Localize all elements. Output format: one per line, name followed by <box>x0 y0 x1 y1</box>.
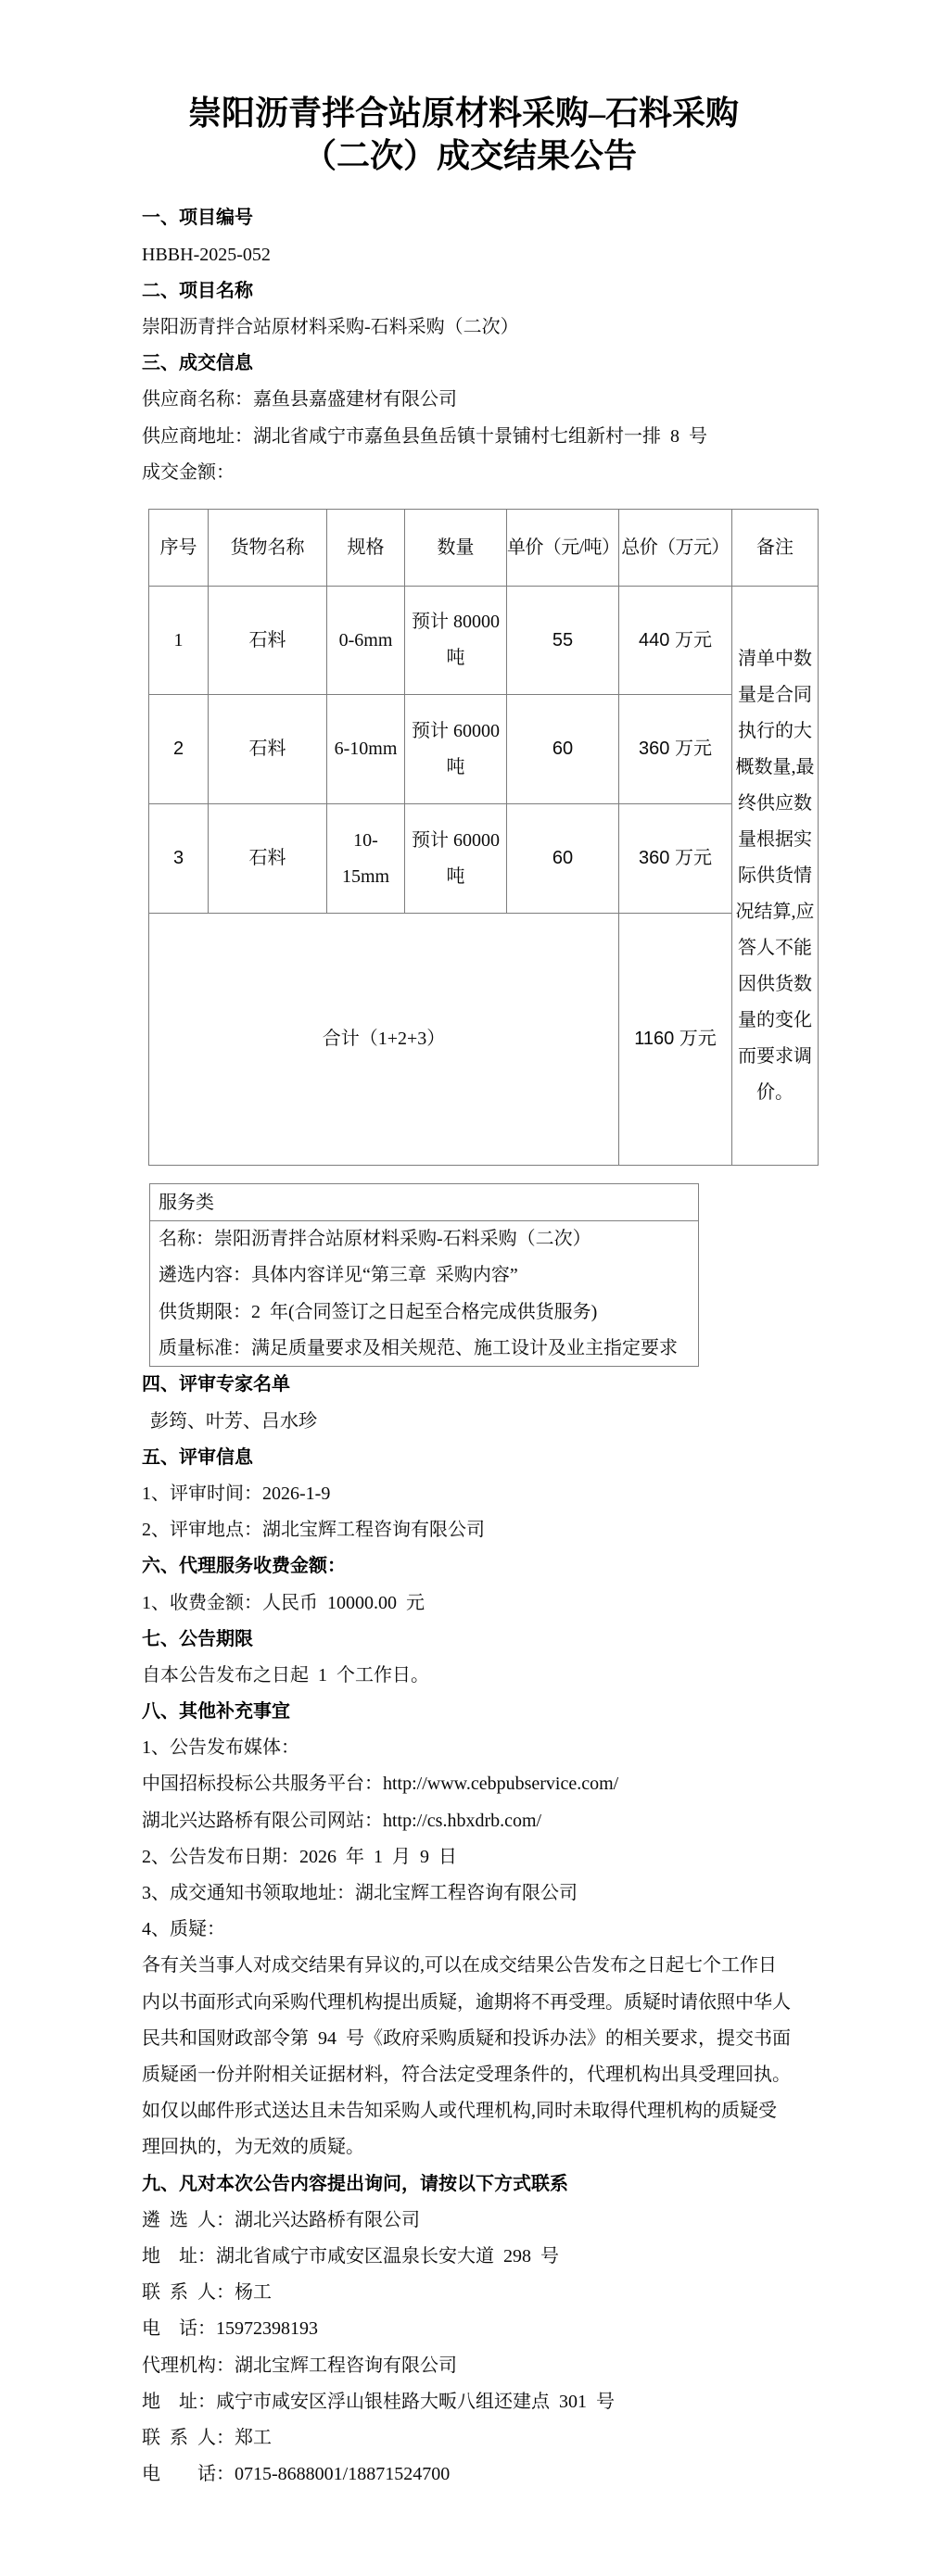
deal-amount-label: 成交金额： <box>142 461 235 483</box>
review-place-value: 湖北宝辉工程咨询有限公司 <box>262 1520 485 1541</box>
agency-contact-line <box>142 2420 828 2456</box>
publish-date-line <box>142 1839 828 1875</box>
purchaser-contact: 杨工 <box>235 2282 272 2304</box>
detail-sections <box>142 1367 828 2493</box>
review-place-label: 2、评审地点： <box>142 1520 262 1541</box>
section-heading-project-name: 二、项目名称 <box>142 280 253 301</box>
total-label: 合计（1+2+3） <box>149 914 619 1166</box>
agency-name-line <box>142 2348 828 2384</box>
row-qty: 预计 60000 吨 <box>405 695 507 804</box>
service-item-value: 崇阳沥青拌合站原材料采购-石料采购（二次） <box>214 1229 591 1249</box>
supplier-address-label: 供应商地址： <box>142 425 253 447</box>
review-time-line <box>142 1476 828 1512</box>
header-name: 货物名称 <box>209 510 327 587</box>
section-heading-project-number: 一、项目编号 <box>142 208 253 229</box>
objection-paragraph: 各有关当事人对成交结果有异议的,可以在成交结果公告发布之日起七个工作日 内以书面形式向采购代理机构提出质疑，逾期将不再受理。质疑时请依照中华人 民共和国财政部令第 94 号《政府采购质疑和投诉办法》的相关要求，提交书面 质疑函一份并附相关证据材料，符合法定受理条件的，代理机构出具受理回执。 如仅以邮件形式送达且未告知采购人或代理机构,同时未取得代理机构的质疑受 理回执的，为无效的质疑。 <box>142 1955 791 2158</box>
row-unit-price: 55 <box>507 587 619 695</box>
table-total-row <box>149 914 819 1166</box>
section-heading-other-matters: 八、其他补充事宜 <box>142 1701 290 1723</box>
remark-cell: 清单中数 量是合同 执行的大 概数量,最 终供应数 量根据实 际供货情 况结算,应 答人不能 因供货数 量的变化 而要求调 价。 <box>732 587 819 1166</box>
section-heading-agency-fee: 六、代理服务收费金额： <box>142 1556 346 1577</box>
header-total-price: 总价（万元） <box>619 510 732 587</box>
section-heading-deal-info: 三、成交信息 <box>142 353 253 374</box>
header-spec: 规格 <box>327 510 405 587</box>
service-item-name <box>150 1221 698 1257</box>
project-name: 崇阳沥青拌合站原材料采购-石料采购（二次） <box>142 316 519 337</box>
agency-contact: 郑工 <box>235 2427 272 2448</box>
purchaser-phone-label: 电 话： <box>142 2318 216 2340</box>
notice-period-text: 自本公告发布之日起 1 个工作日。 <box>142 1664 429 1686</box>
row-qty: 预计 60000 吨 <box>405 804 507 914</box>
agency-phone-label: 电 话： <box>142 2464 235 2485</box>
section-heading-contact: 九、凡对本次公告内容提出询问，请按以下方式联系 <box>142 2173 568 2194</box>
supplier-name-label: 供应商名称： <box>142 389 253 410</box>
agency-address-label: 地 址： <box>142 2391 216 2412</box>
row-name: 石料 <box>209 587 327 695</box>
purchaser-name-line <box>142 2203 828 2239</box>
service-box-heading: 服务类 <box>150 1184 698 1221</box>
agency-phone-line <box>142 2456 828 2493</box>
agency-address-line <box>142 2384 828 2420</box>
review-time-label: 1、评审时间： <box>142 1483 262 1504</box>
media-label: 湖北兴达路桥有限公司网站： <box>142 1810 383 1831</box>
header-unit-price: 单价（元/吨） <box>507 510 619 587</box>
supplier-name-line <box>142 382 828 418</box>
publish-media-label: 1、公告发布媒体： <box>142 1737 299 1759</box>
notice-pickup-value: 湖北宝辉工程咨询有限公司 <box>355 1883 578 1904</box>
section-heading-review-info: 五、评审信息 <box>142 1446 253 1468</box>
section-heading-experts: 四、评审专家名单 <box>142 1374 290 1395</box>
row-unit-price: 60 <box>507 695 619 804</box>
fee-label: 1、收费金额： <box>142 1592 262 1613</box>
expert-list: 彭筠、叶芳、吕水珍 <box>150 1410 317 1432</box>
purchaser-address: 湖北省咸宁市咸安区温泉长安大道 298 号 <box>216 2245 559 2267</box>
media-label: 中国招标投标公共服务平台： <box>142 1774 383 1795</box>
purchaser-address-label: 地 址： <box>142 2245 216 2267</box>
notice-pickup-label: 3、成交通知书领取地址： <box>142 1883 355 1904</box>
total-value: 1160 万元 <box>619 914 732 1166</box>
service-item-label: 遴选内容： <box>159 1265 251 1286</box>
agency-contact-label: 联 系 人： <box>142 2427 235 2448</box>
purchaser-address-line <box>142 2239 828 2275</box>
service-item-label: 质量标准： <box>159 1337 251 1358</box>
row-no: 3 <box>149 804 209 914</box>
agency-address: 咸宁市咸安区浮山银桂路大畈八组还建点 301 号 <box>216 2391 615 2412</box>
notice-pickup-line <box>142 1875 828 1912</box>
row-spec: 6-10mm <box>327 695 405 804</box>
agency-name-label: 代理机构： <box>142 2355 235 2376</box>
media-line-hbxdrb <box>142 1803 828 1839</box>
row-qty: 预计 80000 吨 <box>405 587 507 695</box>
header-qty: 数量 <box>405 510 507 587</box>
service-info-box <box>149 1183 699 1367</box>
deal-table-wrapper <box>148 509 819 1166</box>
service-item-quality <box>150 1331 698 1367</box>
purchaser-phone: 15972398193 <box>216 2318 318 2340</box>
table-row <box>149 587 819 695</box>
table-header-row <box>149 510 819 587</box>
fee-line <box>142 1585 828 1622</box>
table-row <box>149 695 819 804</box>
purchaser-contact-label: 联 系 人： <box>142 2282 235 2304</box>
row-spec: 0-6mm <box>327 587 405 695</box>
table-row <box>149 804 819 914</box>
purchaser-phone-line <box>142 2311 828 2347</box>
row-name: 石料 <box>209 695 327 804</box>
row-total-price: 360 万元 <box>619 695 732 804</box>
header-no: 序号 <box>149 510 209 587</box>
agency-name: 湖北宝辉工程咨询有限公司 <box>235 2355 457 2376</box>
row-total-price: 440 万元 <box>619 587 732 695</box>
row-name: 石料 <box>209 804 327 914</box>
service-item-value: 具体内容详见“第三章 采购内容” <box>251 1265 518 1286</box>
supplier-address-line <box>142 419 828 455</box>
purchaser-name: 湖北兴达路桥有限公司 <box>235 2209 420 2230</box>
review-place-line <box>142 1512 828 1548</box>
section-heading-notice-period: 七、公告期限 <box>142 1628 253 1649</box>
header-remark: 备注 <box>732 510 819 587</box>
service-item-period <box>150 1294 698 1331</box>
service-item-value: 满足质量要求及相关规范、施工设计及业主指定要求 <box>251 1337 678 1358</box>
page-title <box>0 92 927 177</box>
title-line-2: （二次）成交结果公告 <box>302 137 637 174</box>
supplier-address-value: 湖北省咸宁市嘉鱼县鱼岳镇十景铺村七组新村一排 8 号 <box>253 425 707 447</box>
media-url: http://cs.hbxdrb.com/ <box>383 1810 542 1831</box>
agency-phone: 0715-8688001/18871524700 <box>235 2464 451 2485</box>
purchaser-name-label: 遴 选 人： <box>142 2209 235 2230</box>
row-unit-price: 60 <box>507 804 619 914</box>
deal-table <box>148 509 819 1166</box>
publish-date-value: 2026 年 1 月 9 日 <box>299 1846 457 1867</box>
media-line-cebpubservice <box>142 1766 828 1802</box>
project-number: HBBH-2025-052 <box>142 244 271 265</box>
service-item-content <box>150 1257 698 1294</box>
supplier-name-value: 嘉鱼县嘉盛建材有限公司 <box>253 389 457 410</box>
basic-info-sections <box>142 200 828 491</box>
fee-value: 人民币 10000.00 元 <box>262 1592 425 1613</box>
review-time-value: 2026-1-9 <box>262 1483 331 1504</box>
publish-date-label: 2、公告发布日期： <box>142 1846 299 1867</box>
service-item-label: 名称： <box>159 1229 214 1249</box>
purchaser-contact-line <box>142 2275 828 2311</box>
objection-label: 4、质疑： <box>142 1919 225 1940</box>
service-item-label: 供货期限： <box>159 1301 251 1322</box>
row-no: 2 <box>149 695 209 804</box>
row-total-price: 360 万元 <box>619 804 732 914</box>
media-url: http://www.cebpubservice.com/ <box>383 1774 619 1795</box>
row-no: 1 <box>149 587 209 695</box>
service-item-value: 2 年(合同签订之日起至合格完成供货服务) <box>251 1301 598 1322</box>
title-line-1: 崇阳沥青拌合站原材料采购–石料采购 <box>187 95 739 132</box>
row-spec: 10-15mm <box>327 804 405 914</box>
